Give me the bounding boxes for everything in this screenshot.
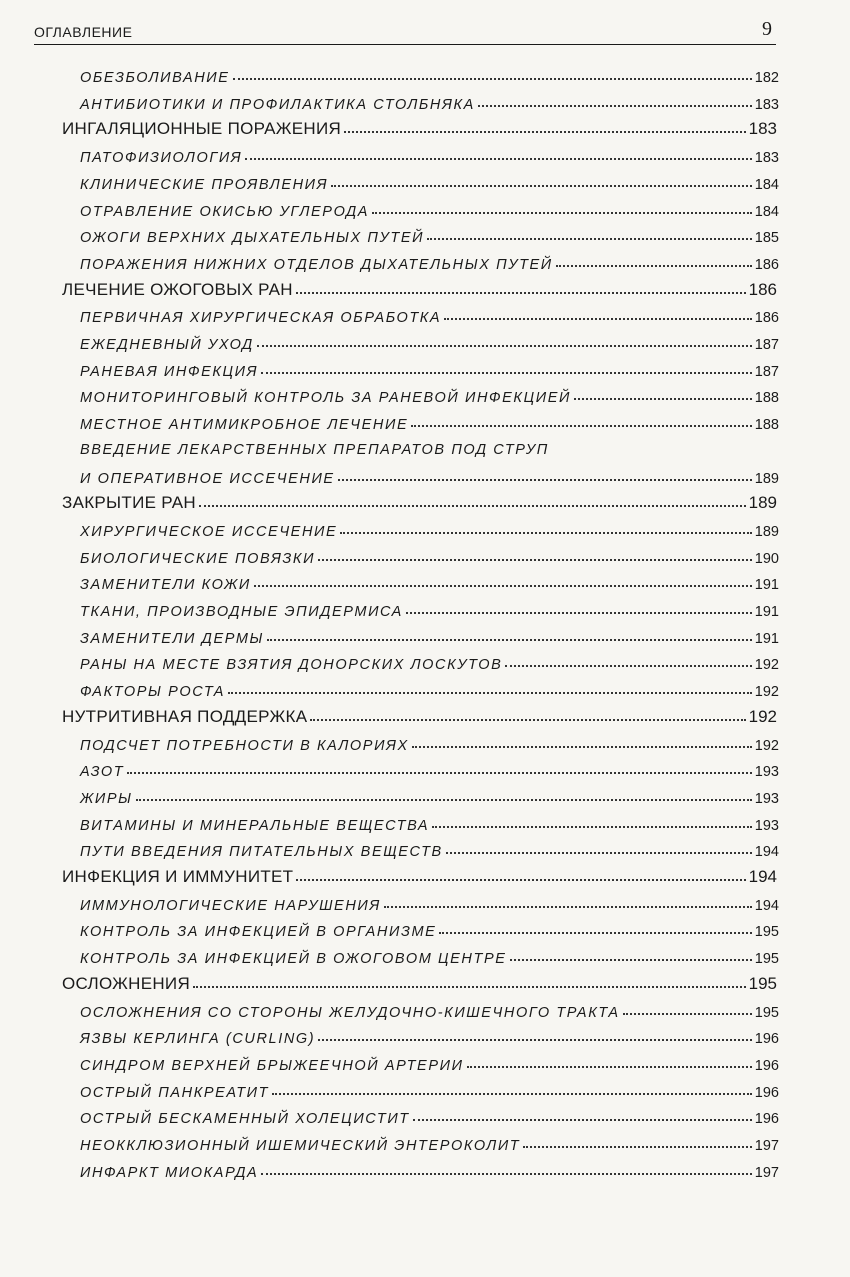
- toc-entry-title: КОНТРОЛЬ ЗА ИНФЕКЦИЕЙ В ОРГАНИЗМЕ: [80, 924, 437, 941]
- running-title: ОГЛАВЛЕНИЕ: [34, 24, 133, 40]
- toc-subsection-entry: [80, 808, 779, 834]
- toc-entry-title: ОТРАВЛЕНИЕ ОКИСЬЮ УГЛЕРОДА: [80, 203, 370, 220]
- toc-page-number: 195: [754, 924, 779, 941]
- toc-page-number: 188: [754, 417, 779, 434]
- dot-leader: [136, 799, 752, 801]
- toc-entry-title: НУТРИТИВНАЯ ПОДДЕРЖКА: [62, 706, 308, 726]
- toc-page-number: 184: [754, 203, 779, 220]
- toc-entry-title: КОНТРОЛЬ ЗА ИНФЕКЦИЕЙ В ОЖОГОВОМ ЦЕНТРЕ: [80, 951, 507, 968]
- toc-page-number: 189: [754, 523, 779, 540]
- toc-subsection-entry: [80, 140, 779, 166]
- dot-leader: [556, 265, 752, 267]
- toc-page-number: 193: [754, 817, 779, 834]
- dot-leader: [467, 1066, 752, 1068]
- toc-subsection-entry: [80, 461, 779, 487]
- toc-subsection-entry: [80, 754, 779, 780]
- toc-page-number: 187: [754, 337, 779, 353]
- dot-leader: [411, 425, 752, 427]
- toc-entry-title: ВВЕДЕНИЕ ЛЕКАРСТВЕННЫХ ПРЕПАРАТОВ ПОД СТРУП: [80, 441, 549, 458]
- toc-page-number: 191: [754, 604, 779, 620]
- toc-subsection-entry: [80, 87, 779, 113]
- toc-page-number: 188: [754, 390, 779, 407]
- toc-page-number: 194: [754, 844, 779, 861]
- toc-entry-title: ТКАНИ, ПРОИЗВОДНЫЕ ЭПИДЕРМИСА: [80, 604, 403, 620]
- toc-entry-title: ПОДСЧЕТ ПОТРЕБНОСТИ В КАЛОРИЯХ: [80, 737, 409, 754]
- dot-leader: [338, 479, 752, 481]
- dot-leader: [245, 158, 752, 160]
- dot-leader: [261, 372, 752, 374]
- dot-leader: [427, 238, 752, 240]
- toc-entry-title: ПЕРВИЧНАЯ ХИРУРГИЧЕСКАЯ ОБРАБОТКА: [80, 310, 442, 327]
- toc-subsection-entry: [80, 1021, 779, 1047]
- toc-entry-title: ЗАМЕНИТЕЛИ КОЖИ: [80, 577, 251, 594]
- toc-section-entry: [62, 861, 777, 887]
- toc-subsection-entry: [80, 380, 779, 406]
- toc-page-number: 186: [754, 256, 779, 273]
- toc-subsection-entry: [80, 60, 779, 86]
- toc-subsection-entry: [80, 407, 779, 433]
- toc-entry-title: ОСТРЫЙ ПАНКРЕАТИТ: [80, 1084, 270, 1101]
- page-header: [34, 18, 776, 45]
- dot-leader: [432, 826, 752, 828]
- toc-entry-title: ИНГАЛЯЦИОННЫЕ ПОРАЖЕНИЯ: [62, 119, 342, 139]
- dot-leader: [574, 398, 752, 400]
- toc-subsection-entry: [80, 888, 779, 914]
- toc-section-entry: [62, 113, 777, 139]
- dot-leader: [318, 1039, 752, 1041]
- toc-page-number: 196: [754, 1057, 779, 1074]
- dot-leader: [261, 1173, 752, 1175]
- dot-leader: [446, 852, 752, 854]
- toc-subsection-entry: [80, 674, 779, 700]
- toc-subsection-entry: [80, 1075, 779, 1101]
- toc-page-number: 197: [754, 1164, 779, 1181]
- toc-page-number: 185: [754, 230, 779, 247]
- toc-page-number: 183: [748, 119, 777, 139]
- toc-subsection-entry: [80, 354, 779, 380]
- toc-page-number: 183: [754, 150, 779, 167]
- toc-subsection-entry: [80, 167, 779, 193]
- toc-page-number: 193: [754, 764, 779, 781]
- dot-leader: [296, 879, 745, 881]
- toc-subsection-entry: [80, 621, 779, 647]
- toc-subsection-entry: [80, 247, 779, 273]
- toc-subsection-entry: [80, 1048, 779, 1074]
- dot-leader: [193, 986, 746, 988]
- toc-entry-title: МЕСТНОЕ АНТИМИКРОБНОЕ ЛЕЧЕНИЕ: [80, 417, 409, 434]
- dot-leader: [310, 719, 745, 721]
- toc-entry-title: И ОПЕРАТИВНОЕ ИССЕЧЕНИЕ: [80, 470, 335, 487]
- toc-subsection-entry: [80, 647, 779, 673]
- dot-leader: [272, 1093, 752, 1095]
- dot-leader: [510, 959, 752, 961]
- toc-entry-title: ПАТОФИЗИОЛОГИЯ: [80, 150, 243, 167]
- toc-subsection-entry: [80, 941, 779, 967]
- dot-leader: [199, 505, 746, 507]
- toc-subsection-entry: [80, 728, 779, 754]
- toc-entry-title: ОСЛОЖНЕНИЯ СО СТОРОНЫ ЖЕЛУДОЧНО-КИШЕЧНОГО ТРАКТА: [80, 1004, 620, 1021]
- toc-entry-title: ИНФАРКТ МИОКАРДА: [80, 1164, 259, 1181]
- toc-entry-title: БИОЛОГИЧЕСКИЕ ПОВЯЗКИ: [80, 550, 316, 567]
- toc-entry-title: СИНДРОМ ВЕРХНЕЙ БРЫЖЕЕЧНОЙ АРТЕРИИ: [80, 1057, 464, 1074]
- toc-entry-title: ОБЕЗБОЛИВАНИЕ: [80, 70, 230, 86]
- toc-subsection-entry: [80, 834, 779, 860]
- toc-entry-title: ВИТАМИНЫ И МИНЕРАЛЬНЫЕ ВЕЩЕСТВА: [80, 817, 430, 834]
- toc-entry-title: ЛЕЧЕНИЕ ОЖОГОВЫХ РАН: [62, 279, 293, 299]
- toc-page-number: 184: [754, 176, 779, 193]
- toc-subsection-entry: [80, 194, 779, 220]
- toc-subsection-entry: [80, 1101, 779, 1127]
- dot-leader: [372, 212, 752, 214]
- dot-leader: [384, 906, 752, 908]
- toc-page-number: 195: [748, 973, 777, 993]
- toc-entry-title: ОЖОГИ ВЕРХНИХ ДЫХАТЕЛЬНЫХ ПУТЕЙ: [80, 230, 425, 247]
- toc-entry-title: ЯЗВЫ КЕРЛИНГА (CURLING): [80, 1031, 316, 1048]
- toc-page-number: 189: [748, 493, 777, 513]
- dot-leader: [344, 131, 746, 133]
- dot-leader: [233, 78, 752, 80]
- toc-entry-title: ПУТИ ВВЕДЕНИЯ ПИТАТЕЛЬНЫХ ВЕЩЕСТВ: [80, 844, 443, 861]
- toc-entry-title: РАНЕВАЯ ИНФЕКЦИЯ: [80, 363, 259, 380]
- toc-entry-title: ЗАКРЫТИЕ РАН: [62, 493, 196, 513]
- toc-page-number: 193: [754, 790, 779, 807]
- dot-leader: [406, 612, 752, 614]
- toc-page-number: 192: [754, 737, 779, 754]
- toc-entry-title: ОСТРЫЙ БЕСКАМЕННЫЙ ХОЛЕЦИСТИТ: [80, 1111, 410, 1128]
- toc-subsection-entry: [80, 220, 779, 246]
- toc-subsection-entry: [80, 541, 779, 567]
- toc-entry-title: ИНФЕКЦИЯ И ИММУНИТЕТ: [62, 867, 294, 886]
- toc-entry-title: НЕОККЛЮЗИОННЫЙ ИШЕМИЧЕСКИЙ ЭНТЕРОКОЛИТ: [80, 1138, 521, 1154]
- toc-page-number: 191: [754, 577, 779, 594]
- toc-page-number: 186: [748, 279, 777, 299]
- toc-subsection-entry: [80, 1128, 779, 1154]
- toc-page-number: 196: [754, 1084, 779, 1101]
- dot-leader: [254, 585, 752, 587]
- page-number: 9: [762, 18, 772, 40]
- dot-leader: [478, 105, 752, 107]
- dot-leader: [331, 185, 752, 187]
- toc-entry-title: АНТИБИОТИКИ И ПРОФИЛАКТИКА СТОЛБНЯКА: [80, 96, 475, 113]
- toc-subsection-entry: [80, 1155, 779, 1181]
- toc-subsection-entry: [80, 995, 779, 1021]
- toc-page-number: 187: [754, 363, 779, 380]
- dot-leader: [413, 1119, 752, 1121]
- toc-subsection-entry: [80, 914, 779, 940]
- toc-entry-title: МОНИТОРИНГОВЫЙ КОНТРОЛЬ ЗА РАНЕВОЙ ИНФЕКЦИЕЙ: [80, 390, 571, 407]
- toc-page-number: 195: [754, 1004, 779, 1021]
- dot-leader: [267, 639, 752, 641]
- toc-page-number: 186: [754, 310, 779, 327]
- toc-section-entry: [62, 487, 777, 513]
- toc-subsection-entry: [80, 594, 779, 620]
- toc-page-number: 183: [754, 96, 779, 113]
- toc-page-number: 195: [754, 951, 779, 968]
- dot-leader: [228, 692, 752, 694]
- toc-page-number: 189: [754, 470, 779, 487]
- toc-entry-title: ЕЖЕДНЕВНЫЙ УХОД: [80, 337, 254, 353]
- toc-section-entry: [62, 274, 777, 300]
- toc-section-entry: [62, 968, 777, 994]
- dot-leader: [439, 932, 751, 934]
- dot-leader: [296, 292, 746, 294]
- toc-page-number: 192: [748, 706, 777, 726]
- toc-entry-title: ЗАМЕНИТЕЛИ ДЕРМЫ: [80, 630, 264, 647]
- dot-leader: [127, 772, 752, 774]
- toc-page-number: 191: [754, 630, 779, 647]
- toc-page-number: 197: [754, 1138, 779, 1154]
- dot-leader: [340, 532, 752, 534]
- toc-entry-title: ОСЛОЖНЕНИЯ: [62, 973, 191, 993]
- toc-entry-title: КЛИНИЧЕСКИЕ ПРОЯВЛЕНИЯ: [80, 176, 329, 193]
- toc-entry-title: ИММУНОЛОГИЧЕСКИЕ НАРУШЕНИЯ: [80, 897, 381, 914]
- dot-leader: [318, 559, 752, 561]
- toc-page-number: 196: [754, 1111, 779, 1128]
- toc-subsection-entry: [80, 327, 779, 353]
- toc-entry-title: АЗОТ: [80, 764, 125, 781]
- dot-leader: [623, 1013, 752, 1015]
- toc-entry-title: ХИРУРГИЧЕСКОЕ ИССЕЧЕНИЕ: [80, 523, 338, 540]
- toc-entry-title: ФАКТОРЫ РОСТА: [80, 684, 226, 701]
- toc-entry-title: ЖИРЫ: [80, 790, 133, 807]
- toc-subsection-entry: [80, 300, 779, 326]
- toc-page-number: 192: [754, 684, 779, 701]
- toc-page-number: 194: [754, 897, 779, 914]
- toc-page-number: 182: [754, 70, 779, 86]
- dot-leader: [257, 345, 752, 347]
- toc-subsection-entry: [80, 514, 779, 540]
- toc-entry-title: ПОРАЖЕНИЯ НИЖНИХ ОТДЕЛОВ ДЫХАТЕЛЬНЫХ ПУТЕЙ: [80, 256, 553, 273]
- toc-subsection-entry: [80, 567, 779, 593]
- toc-page-number: 196: [754, 1031, 779, 1048]
- dot-leader: [505, 665, 751, 667]
- dot-leader: [412, 746, 752, 748]
- toc-page-number: 192: [754, 657, 779, 674]
- toc-section-entry: [62, 701, 777, 727]
- toc-entry-line: [80, 434, 779, 458]
- toc-subsection-entry: [80, 781, 779, 807]
- toc-entry-title: РАНЫ НА МЕСТЕ ВЗЯТИЯ ДОНОРСКИХ ЛОСКУТОВ: [80, 657, 503, 674]
- toc-page-number: 194: [748, 867, 777, 886]
- dot-leader: [523, 1146, 752, 1148]
- toc-page-number: 190: [754, 550, 779, 567]
- dot-leader: [444, 318, 752, 320]
